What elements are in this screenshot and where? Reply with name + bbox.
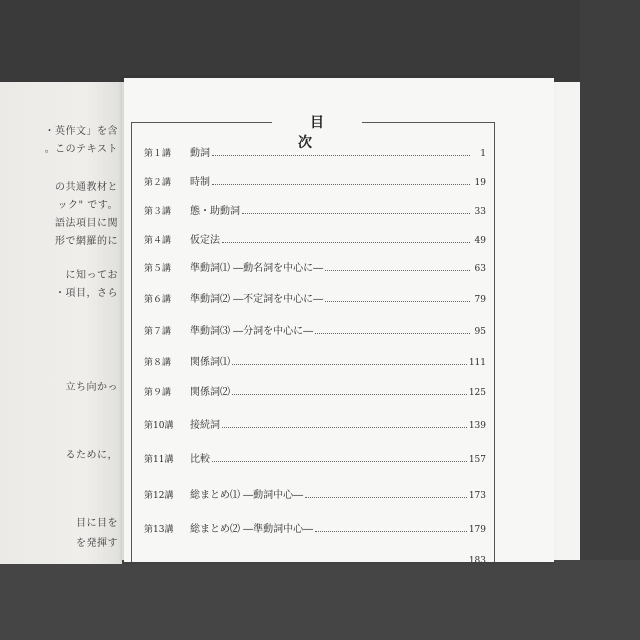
background-top xyxy=(0,0,640,82)
toc-entry-number: 第11講 xyxy=(144,455,174,465)
toc-entry-title: 仮定法 xyxy=(190,235,220,246)
toc-leader-dots xyxy=(212,147,470,156)
toc-entry-page: 125 xyxy=(468,388,486,398)
left-page-line: 形で網羅的に xyxy=(55,236,118,247)
left-page-line: に知ってお xyxy=(65,270,118,281)
toc-entry-title: 準動詞⑴ ―動名詞を中心に― xyxy=(190,263,324,274)
toc-entry-number: 第８講 xyxy=(144,358,172,368)
toc-entry-number: 第７講 xyxy=(144,327,172,337)
toc-entry xyxy=(144,202,486,218)
toc-entry-title: 準動詞⑵ ―不定詞を中心に― xyxy=(190,294,324,305)
toc-leader-dots xyxy=(212,176,470,185)
left-page-line: の共通教材と xyxy=(55,182,118,193)
toc-entry-number: 第10講 xyxy=(144,421,174,431)
left-page-line: ック" です。 xyxy=(57,200,118,211)
left-page-line: ・項目，さら xyxy=(55,288,118,299)
toc-entry-number: 第９講 xyxy=(144,388,172,398)
toc-entry-title: 総まとめ⑵ ―準動詞中心― xyxy=(190,524,314,535)
left-page xyxy=(0,82,122,564)
toc-leader-dots xyxy=(315,523,467,532)
left-page-line: 立ち向かっ xyxy=(65,382,118,393)
toc-leader-dots xyxy=(222,419,467,428)
toc-entry xyxy=(144,416,486,432)
toc-entry xyxy=(144,144,486,160)
toc-entry-page: 157 xyxy=(468,455,486,465)
toc-entry xyxy=(144,259,486,275)
toc-entry-number: 第１講 xyxy=(144,149,172,159)
toc-entry-title: 態・助動詞 xyxy=(190,206,240,217)
toc-entry-number: 第12講 xyxy=(144,491,174,501)
toc-entry xyxy=(144,383,486,399)
toc-entry-page: 33 xyxy=(474,207,486,217)
toc-entry-number: 第５講 xyxy=(144,264,172,274)
toc-entry-page: 79 xyxy=(474,295,486,305)
toc-leader-dots xyxy=(192,554,467,562)
toc-leader-dots xyxy=(325,262,470,271)
toc-leader-dots xyxy=(212,453,467,462)
toc-entry-title: 関係詞⑵ xyxy=(190,387,230,398)
toc-entry-page: 173 xyxy=(468,491,486,501)
toc-entry xyxy=(144,520,486,536)
toc-entry xyxy=(144,486,486,502)
toc-leader-dots xyxy=(232,386,467,395)
left-page-line: るために， xyxy=(65,450,118,461)
toc-entry-page: 95 xyxy=(474,327,486,337)
toc-leader-dots xyxy=(315,325,470,334)
toc-entry-page: 1 xyxy=(480,149,486,159)
left-page-line: ・英作文」を含 xyxy=(44,126,118,137)
toc-leader-dots xyxy=(232,356,467,365)
toc-entry xyxy=(144,322,486,338)
right-page xyxy=(124,78,554,562)
left-page-line: を発揮す xyxy=(76,538,118,549)
toc-entry-page: 139 xyxy=(468,421,486,431)
toc-entry-title: 関係詞⑴ xyxy=(190,357,230,368)
background-right xyxy=(580,0,640,640)
toc-entry-number: 第13講 xyxy=(144,525,174,535)
left-page-line: 。このテキスト xyxy=(44,144,118,155)
toc-entry-page: 19 xyxy=(474,178,486,188)
toc-title: 目 次 xyxy=(272,112,362,152)
toc-entry xyxy=(144,353,486,369)
toc-entry-page: 49 xyxy=(474,236,486,246)
toc-leader-dots xyxy=(222,234,470,243)
toc-entry-title: 総まとめ⑴ ―動詞中心― xyxy=(190,490,304,501)
background-bottom xyxy=(0,560,640,640)
toc-entry-title: 比較 xyxy=(190,454,210,465)
toc-leader-dots xyxy=(242,205,470,214)
toc-entry-page: 183 xyxy=(468,556,486,562)
toc-entry xyxy=(144,173,486,189)
toc-entry xyxy=(144,554,486,562)
toc-entry-number: 第６講 xyxy=(144,295,172,305)
toc-leader-dots xyxy=(305,489,467,498)
toc-entry-number: 第３講 xyxy=(144,207,172,217)
toc-leader-dots xyxy=(325,293,470,302)
left-page-line: 目に目を xyxy=(76,518,118,529)
toc-entry-page: 111 xyxy=(468,358,486,368)
toc-entry-number: 第２講 xyxy=(144,178,172,188)
toc-entry-page: 179 xyxy=(468,525,486,535)
toc-entry-title: 動詞 xyxy=(190,148,210,159)
toc-entry-title: 接続詞 xyxy=(190,420,220,431)
toc-entry xyxy=(144,231,486,247)
toc-entry-title: 準動詞⑶ ―分詞を中心に― xyxy=(190,326,314,337)
toc-entry-number: 第４講 xyxy=(144,236,172,246)
toc-entry-title: 時制 xyxy=(190,177,210,188)
left-page-line: 語法項目に関 xyxy=(55,218,118,229)
toc-entry xyxy=(144,290,486,306)
toc-entry-page: 63 xyxy=(474,264,486,274)
toc-entry xyxy=(144,450,486,466)
